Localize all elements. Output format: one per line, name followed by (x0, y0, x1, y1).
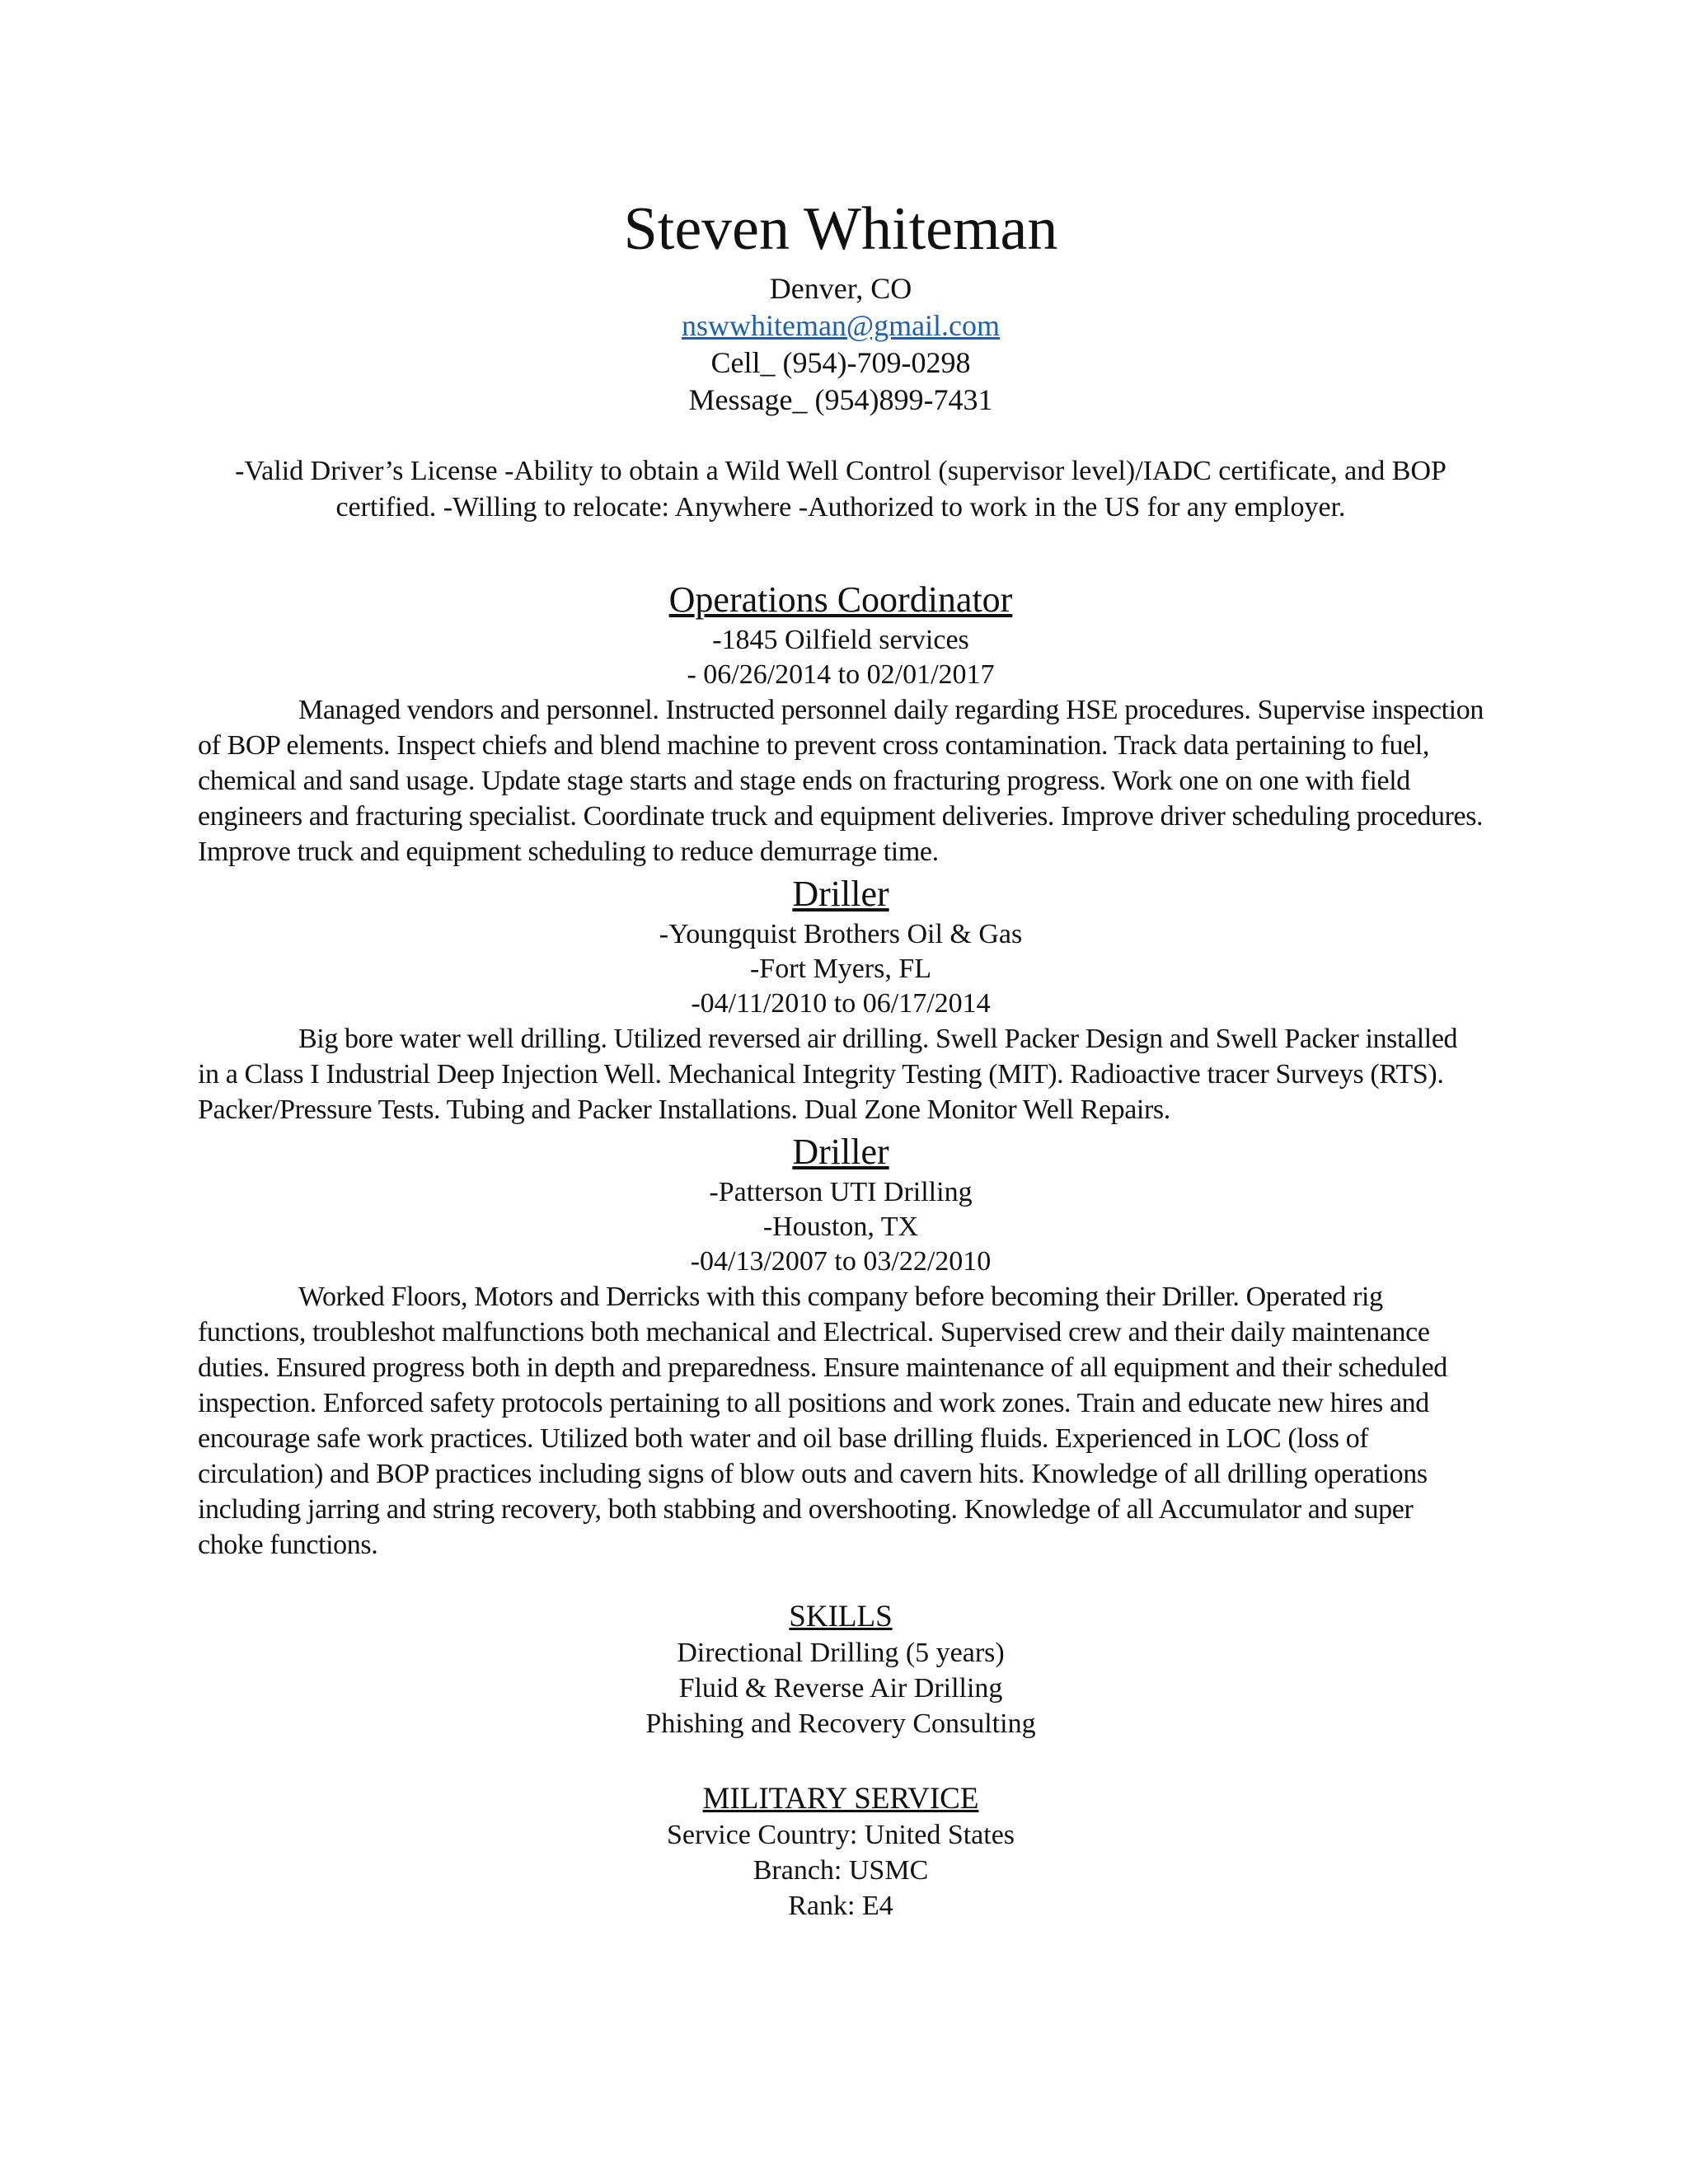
job-entry (198, 871, 1484, 1021)
location: Denver, CO (769, 272, 912, 305)
cell-phone: Cell_ (954)-709-0298 (710, 346, 971, 379)
candidate-name: Steven Whiteman (623, 195, 1058, 263)
skill-item: Directional Drilling (5 years) (677, 1638, 1005, 1668)
service-branch: Branch: USMC (753, 1855, 929, 1886)
skills-section (198, 1599, 1484, 1741)
resume-content (198, 188, 1484, 1924)
job-title: Driller (792, 1132, 889, 1172)
job-description: Worked Floors, Motors and Derricks with this company before becoming their Driller. Operated rig functions, troubleshot malfunctions both mechanical and Electrical. Supervised crew and their daily maintenance duties. Ensured progress both in depth and preparedness. Ensure maintenance of all equipment and their scheduled inspection. Enforced safety protocols pertaining to all positions and work zones. Train and educate new hires and encourage safe work practices. Utilized both water and oil base drilling fluids. Experienced in LOC (loss of circulation) and BOP practices including signs of blow outs and cavern hits. Knowledge of all drilling operations including jarring and string recovery, both stabbing and overshooting. Knowledge of all Accumulator and super choke functions. (198, 1282, 1447, 1560)
skill-item: Fluid & Reverse Air Drilling (678, 1673, 1003, 1704)
skills-heading: SKILLS (789, 1600, 893, 1633)
skill-item: Phishing and Recovery Consulting (645, 1708, 1036, 1739)
summary: -Valid Driver’s License -Ability to obtain a Wild Well Control (supervisor level)/IADC certificate, and BOP certified. -Willing to relocate: Anywhere -Authorized to work in the US for any employer. (235, 456, 1447, 523)
job-title: Driller (792, 874, 889, 914)
email-link[interactable]: nswwhiteman@gmail.com (681, 309, 1001, 342)
job-dates: -04/11/2010 to 06/17/2014 (691, 988, 991, 1019)
military-section (198, 1781, 1484, 1924)
job-dates: -04/13/2007 to 03/22/2010 (690, 1246, 992, 1277)
military-heading: MILITARY SERVICE (702, 1782, 979, 1816)
service-country: Service Country: United States (666, 1820, 1015, 1850)
job-dates: - 06/26/2014 to 02/01/2017 (687, 659, 995, 690)
job-company: -1845 Oilfield services (712, 625, 969, 655)
message-phone: Message_ (954)899-7431 (688, 383, 993, 416)
job-title: Operations Coordinator (668, 579, 1013, 620)
job-location: -Houston, TX (762, 1212, 919, 1242)
job-company: -Youngquist Brothers Oil & Gas (659, 919, 1023, 949)
service-rank: Rank: E4 (788, 1891, 893, 1921)
job-entry (198, 577, 1484, 692)
job-location: -Fort Myers, FL (749, 954, 932, 984)
job-entry (198, 1129, 1484, 1279)
job-company: -Patterson UTI Drilling (709, 1177, 973, 1207)
header (198, 188, 1484, 419)
job-description: Big bore water well drilling. Utilized reversed air drilling. Swell Packer Design and Swell Packer installed in a Class I Industrial Deep Injection Well. Mechanical Integrity Testing (MIT). Radioactive tracer Surveys (RTS). Packer/Pressure Tests. Tubing and Packer Installations. Dual Zone Monitor Well Repairs. (198, 1024, 1458, 1125)
job-description: Managed vendors and personnel. Instructed personnel daily regarding HSE procedures. Supervise inspection of BOP elements. Inspect chiefs and blend machine to prevent cross contamination. Track data pertaining to fuel, chemical and sand usage. Update stage starts and stage ends on fracturing progress. Work one on one with field engineers and fracturing specialist. Coordinate truck and equipment deliveries. Improve driver scheduling procedures. Improve truck and equipment scheduling to reduce demurrage time. (198, 695, 1484, 867)
